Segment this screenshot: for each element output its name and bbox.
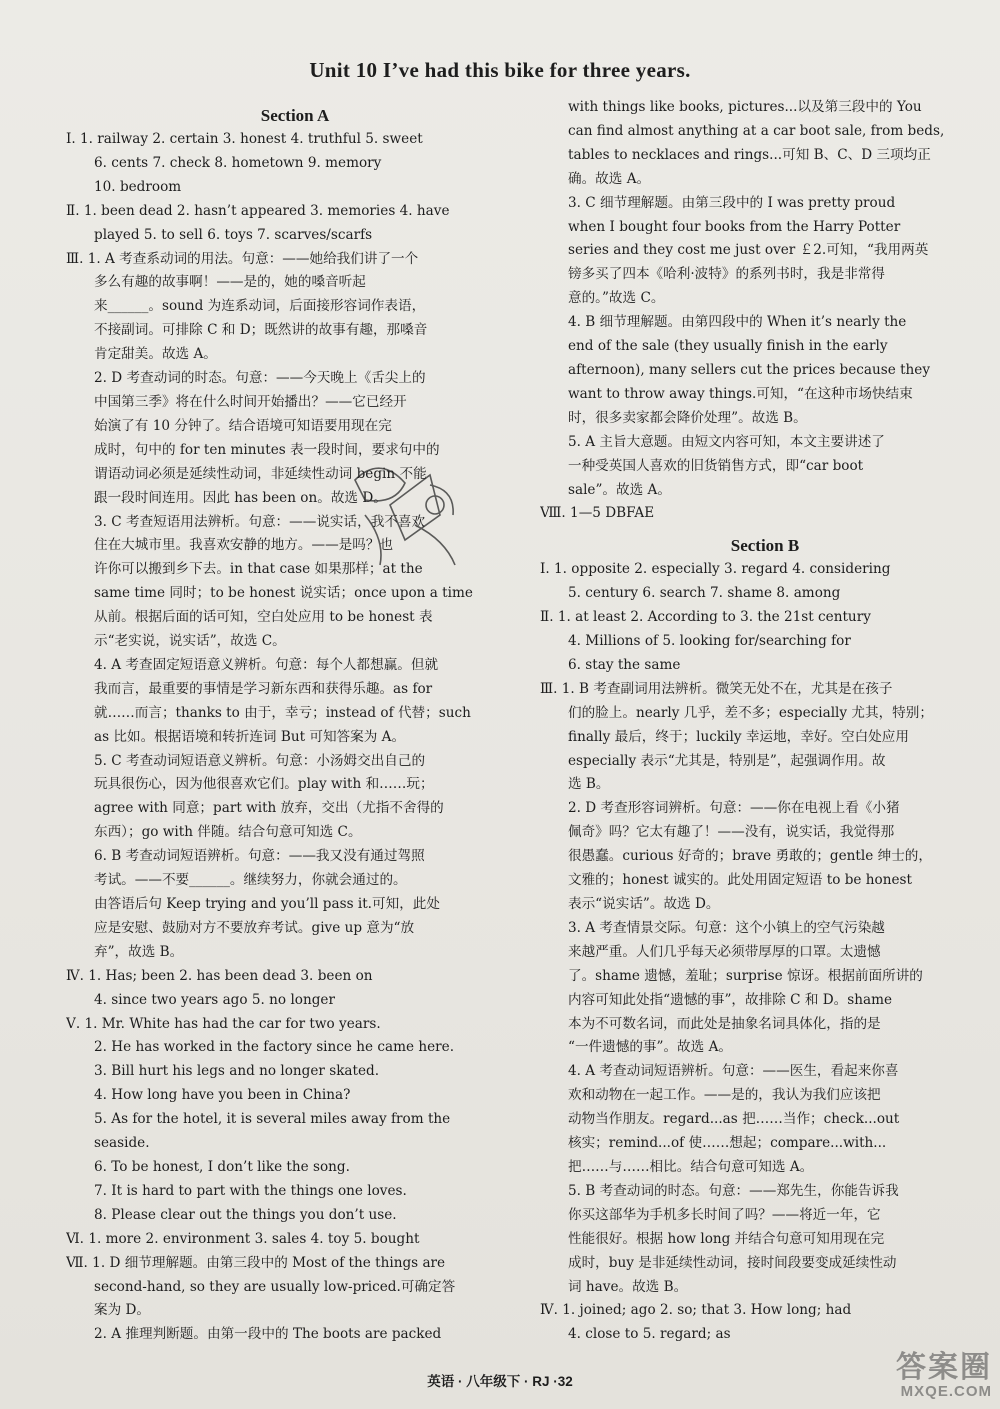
answer-line: Ⅲ. 1. B 考查副词用法辨析。微笑无处不在，尤其是在孩子 [540, 680, 893, 697]
answer-line: 谓语动词必须是延续性动词，非延续性动词 begin 不能 [94, 465, 427, 482]
answer-line: when I bought four books from the Harry Potter [568, 218, 901, 235]
answer-line: 跟一段时间连用。因此 has been on。故选 D。 [94, 489, 387, 506]
answer-line: 内容可知此处指“遗憾的事”，故排除 C 和 D。shame [568, 991, 893, 1008]
answer-line: “一件遗憾的事”。故选 A。 [568, 1039, 732, 1056]
answer-line: 许你可以搬到乡下去。in that case 如果那样；at the [94, 561, 423, 578]
answer-line: 4. A 考查动词短语辨析。句意：——医生，看起来你喜 [568, 1063, 899, 1080]
answer-line: 性能很好。根据 how long 并结合句意可知用现在完 [568, 1230, 885, 1247]
answer-line: Ⅳ. 1. Has; been 2. has been dead 3. been on [66, 967, 373, 984]
answer-line: 6. cents 7. check 8. hometown 9. memory [94, 154, 382, 171]
answer-line: sale”。故选 A。 [568, 481, 671, 498]
answer-line: agree with 同意；part with 放弃，交出（尤指不舍得的 [94, 800, 444, 817]
answer-line: 成时，句中的 for ten minutes 表一段时间，要求句中的 [94, 441, 440, 458]
answer-line: Ⅱ. 1. been dead 2. hasn’t appeared 3. memories 4. have [66, 202, 450, 219]
answer-line: Ⅵ. 1. more 2. environment 3. sales 4. toy 5. bought [66, 1230, 420, 1247]
answer-line: 4. A 考查固定短语意义辨析。句意：每个人都想赢。但就 [94, 656, 439, 673]
answer-line: 我而言，最重要的事情是学习新东西和获得乐趣。as for [94, 680, 433, 697]
answer-line: seaside. [94, 1135, 150, 1152]
answer-line: especially 表示“尤其是，特别是”，起强调作用。故 [568, 752, 886, 769]
answer-line: 住在大城市里。我喜欢安静的地方。——是吗？也 [94, 537, 394, 554]
answer-line: 7. It is hard to part with the things one loves. [94, 1182, 407, 1199]
answer-line: Ⅰ. 1. opposite 2. especially 3. regard 4. considering [540, 561, 891, 578]
answer-line: 玩具很伤心，因为他很喜欢它们。play with 和……玩； [94, 776, 434, 793]
answer-line: finally 最后，终于；luckily 幸运地，幸好。空白处应用 [568, 728, 909, 745]
answer-line: 5. As for the hotel, it is several miles away from the [94, 1111, 451, 1128]
answer-line: Ⅶ. 1. D 细节理解题。由第三段中的 Most of the things are [66, 1254, 446, 1271]
answer-line: 4. Millions of 5. looking for/searching for [568, 633, 851, 650]
unit-title: Unit 10 I’ve had this bike for three years. [309, 58, 691, 82]
answer-line: 3. C 细节理解题。由第三段中的 I was pretty proud [568, 194, 896, 211]
answer-line: Ⅳ. 1. joined; ago 2. so; that 3. How long; had [540, 1302, 852, 1319]
answer-line: 成时，buy 是非延续性动词，接时间段要变成延续性动 [568, 1254, 897, 1271]
answer-line: 5. century 6. search 7. shame 8. among [568, 585, 841, 602]
answer-line: 词 have。故选 B。 [568, 1278, 688, 1295]
answer-line: 动物当作朋友。regard...as 把……当作；check...out [568, 1111, 900, 1128]
answer-line: Ⅱ. 1. at least 2. According to 3. the 21st century [540, 609, 871, 626]
answer-line: 很愚蠢。curious 好奇的；brave 勇敢的；gentle 绅士的， [568, 848, 932, 865]
answer-line: played 5. to sell 6. toys 7. scarves/scarfs [94, 226, 373, 243]
answer-line: Ⅴ. 1. Mr. White has had the car for two years. [66, 1015, 381, 1032]
answer-line: 6. stay the same [568, 656, 681, 673]
answer-line: 弃”，故选 B。 [94, 943, 184, 960]
section-heading: Section B [730, 536, 800, 556]
answer-line: 确。故选 A。 [568, 170, 651, 187]
answer-line: end of the sale (they usually finish in the early [568, 338, 888, 355]
answer-line: 一种受英国人喜欢的旧货销售方式，即“car boot [568, 457, 864, 474]
answer-line: 5. A 主旨大意题。由短文内容可知，本文主要讲述了 [568, 433, 885, 450]
answer-line: want to throw away things.可知，“在这种市场快结束 [568, 385, 913, 402]
answer-line: 3. A 考查情景交际。句意：这个小镇上的空气污染越 [568, 919, 885, 936]
page-footer: 英语 · 八年级下 · RJ ·32 [427, 1374, 573, 1389]
answer-line: Ⅷ. 1—5 DBFAE [540, 505, 655, 522]
answer-line: same time 同时；to be honest 说实话；once upon a time [94, 585, 473, 602]
answer-line: 核实；remind...of 使……想起；compare...with... [568, 1135, 887, 1152]
answer-line: 表示“说实话”。故选 D。 [568, 896, 720, 912]
answer-line: 2. D 考查动词的时态。句意：——今天晚上《舌尖上的 [94, 370, 426, 387]
answer-line: 镑多买了四本《哈利·波特》的系列书时，我是非常得 [568, 266, 885, 283]
answer-line: 4. close to 5. regard; as [568, 1326, 731, 1343]
answer-line: 始演了有 10 分钟了。结合语境可知语要用现在完 [94, 417, 392, 434]
watermark-logo [842, 1353, 992, 1403]
answer-line: 们的脸上。nearly 几乎，差不多；especially 尤其，特别； [568, 704, 933, 721]
answer-line: 3. Bill hurt his legs and no longer skated. [94, 1063, 380, 1080]
answer-line: 6. B 考查动词短语辨析。句意：——我又没有通过驾照 [94, 848, 425, 865]
answer-line: 4. How long have you been in China? [94, 1087, 351, 1104]
right-column [540, 96, 990, 1347]
answer-line: 3. C 考查短语用法辨析。句意：——说实话，我不喜欢 [94, 513, 426, 530]
answer-line: 本为不可数名词，而此处是抽象名词具体化，指的是 [568, 1015, 881, 1032]
answer-line: 来越严重。人们几乎每天必须带厚厚的口罩。太遗憾 [568, 943, 881, 960]
answer-line: 意的。”故选 C。 [568, 290, 665, 307]
answer-line: 2. He has worked in the factory since he came here. [94, 1039, 455, 1056]
answer-line: 来______。sound 为连系动词，后面接形容词作表语， [94, 298, 426, 315]
answer-line: 6. To be honest, I don’t like the song. [94, 1158, 350, 1175]
answer-line: 文雅的；honest 诚实的。此处用固定短语 to be honest [568, 872, 912, 889]
answer-line: can find almost anything at a car boot sale, from beds, [568, 122, 945, 139]
answer-line: 应是安慰、鼓励对方不要放弃考试。give up 意为“放 [94, 919, 415, 936]
answer-line: 你买这部华为手机多长时间了吗？——将近一年，它 [568, 1206, 881, 1223]
answer-line: 示“老实说，说实话”，故选 C。 [94, 633, 286, 650]
watermark-text: 答案圈 [896, 1351, 992, 1384]
answer-line: tables to necklaces and rings...可知 B、C、D 三项均正 [568, 146, 931, 163]
answer-line: Ⅲ. 1. A 考查系动词的用法。句意：——她给我们讲了一个 [66, 250, 419, 267]
answer-line: afternoon), many sellers cut the prices because they [568, 361, 931, 378]
answer-line: 8. Please clear out the things you don’t use. [94, 1206, 397, 1223]
answer-line: 考试。——不要______。继续努力，你就会通过的。 [94, 872, 407, 889]
answer-line: 多么有趣的故事啊！——是的，她的嗓音听起 [94, 274, 366, 291]
answer-line: 5. C 考查动词短语意义辨析。句意：小汤姆交出自己的 [94, 752, 426, 769]
answer-line: 选 B。 [568, 776, 610, 793]
answer-line: 时，很多卖家都会降价处理”。故选 B。 [568, 409, 807, 426]
answer-line: 案为 D。 [94, 1302, 151, 1319]
answer-line: 就……而言；thanks to 由于，幸亏；instead of 代替；such [94, 704, 471, 721]
left-column [66, 96, 524, 1347]
answer-line: second-hand, so they are usually low-priced.可确定答 [94, 1278, 456, 1295]
answer-line: 由答语后句 Keep trying and you’ll pass it.可知，此处 [94, 896, 440, 912]
answer-line: 2. A 推理判断题。由第一段中的 The boots are packed [94, 1326, 442, 1343]
answer-line: 欢和动物在一起工作。——是的，我认为我们应该把 [568, 1087, 881, 1104]
answer-line: 东西）；go with 伴随。结合句意可知选 C。 [94, 824, 362, 841]
answer-line: as 比如。根据语境和转折连词 But 可知答案为 A。 [94, 728, 406, 745]
answer-line: 2. D 考查形容词辨析。句意：——你在电视上看《小猪 [568, 800, 900, 817]
answer-line: Ⅰ. 1. railway 2. certain 3. honest 4. truthful 5. sweet [66, 131, 423, 147]
answer-line: 不接副词。可排除 C 和 D；既然讲的故事有趣，那嗓音 [94, 322, 428, 339]
answer-line: 肯定甜美。故选 A。 [94, 346, 217, 363]
answer-line: series and they cost me just over ￡2.可知，“我用两英 [568, 242, 929, 259]
watermark-url: MXQE.COM [900, 1383, 992, 1400]
answer-line: 了。shame 遗憾，羞耻；surprise 惊讶。根据前面所讲的 [568, 967, 923, 984]
answer-line: 中国第三季》将在什么时间开始播出？——它已经开 [94, 393, 407, 410]
answer-line: 4. B 细节理解题。由第四段中的 When it’s nearly the [568, 314, 907, 331]
answer-line: 4. since two years ago 5. no longer [94, 991, 335, 1008]
answer-line: with things like books, pictures...以及第三段中的 You [568, 99, 922, 115]
answer-line: 10. bedroom [94, 178, 182, 195]
answer-line: 5. B 考查动词的时态。句意：——郑先生，你能告诉我 [568, 1182, 899, 1199]
answer-line: 从前。根据后面的话可知，空白处应用 to be honest 表 [94, 609, 433, 626]
section-heading: Section A [260, 106, 330, 125]
answer-line: 把……与……相比。结合句意可知选 A。 [568, 1158, 814, 1175]
answer-line: 佩奇》吗？它太有趣了！——没有，说实话，我觉得那 [568, 824, 895, 841]
